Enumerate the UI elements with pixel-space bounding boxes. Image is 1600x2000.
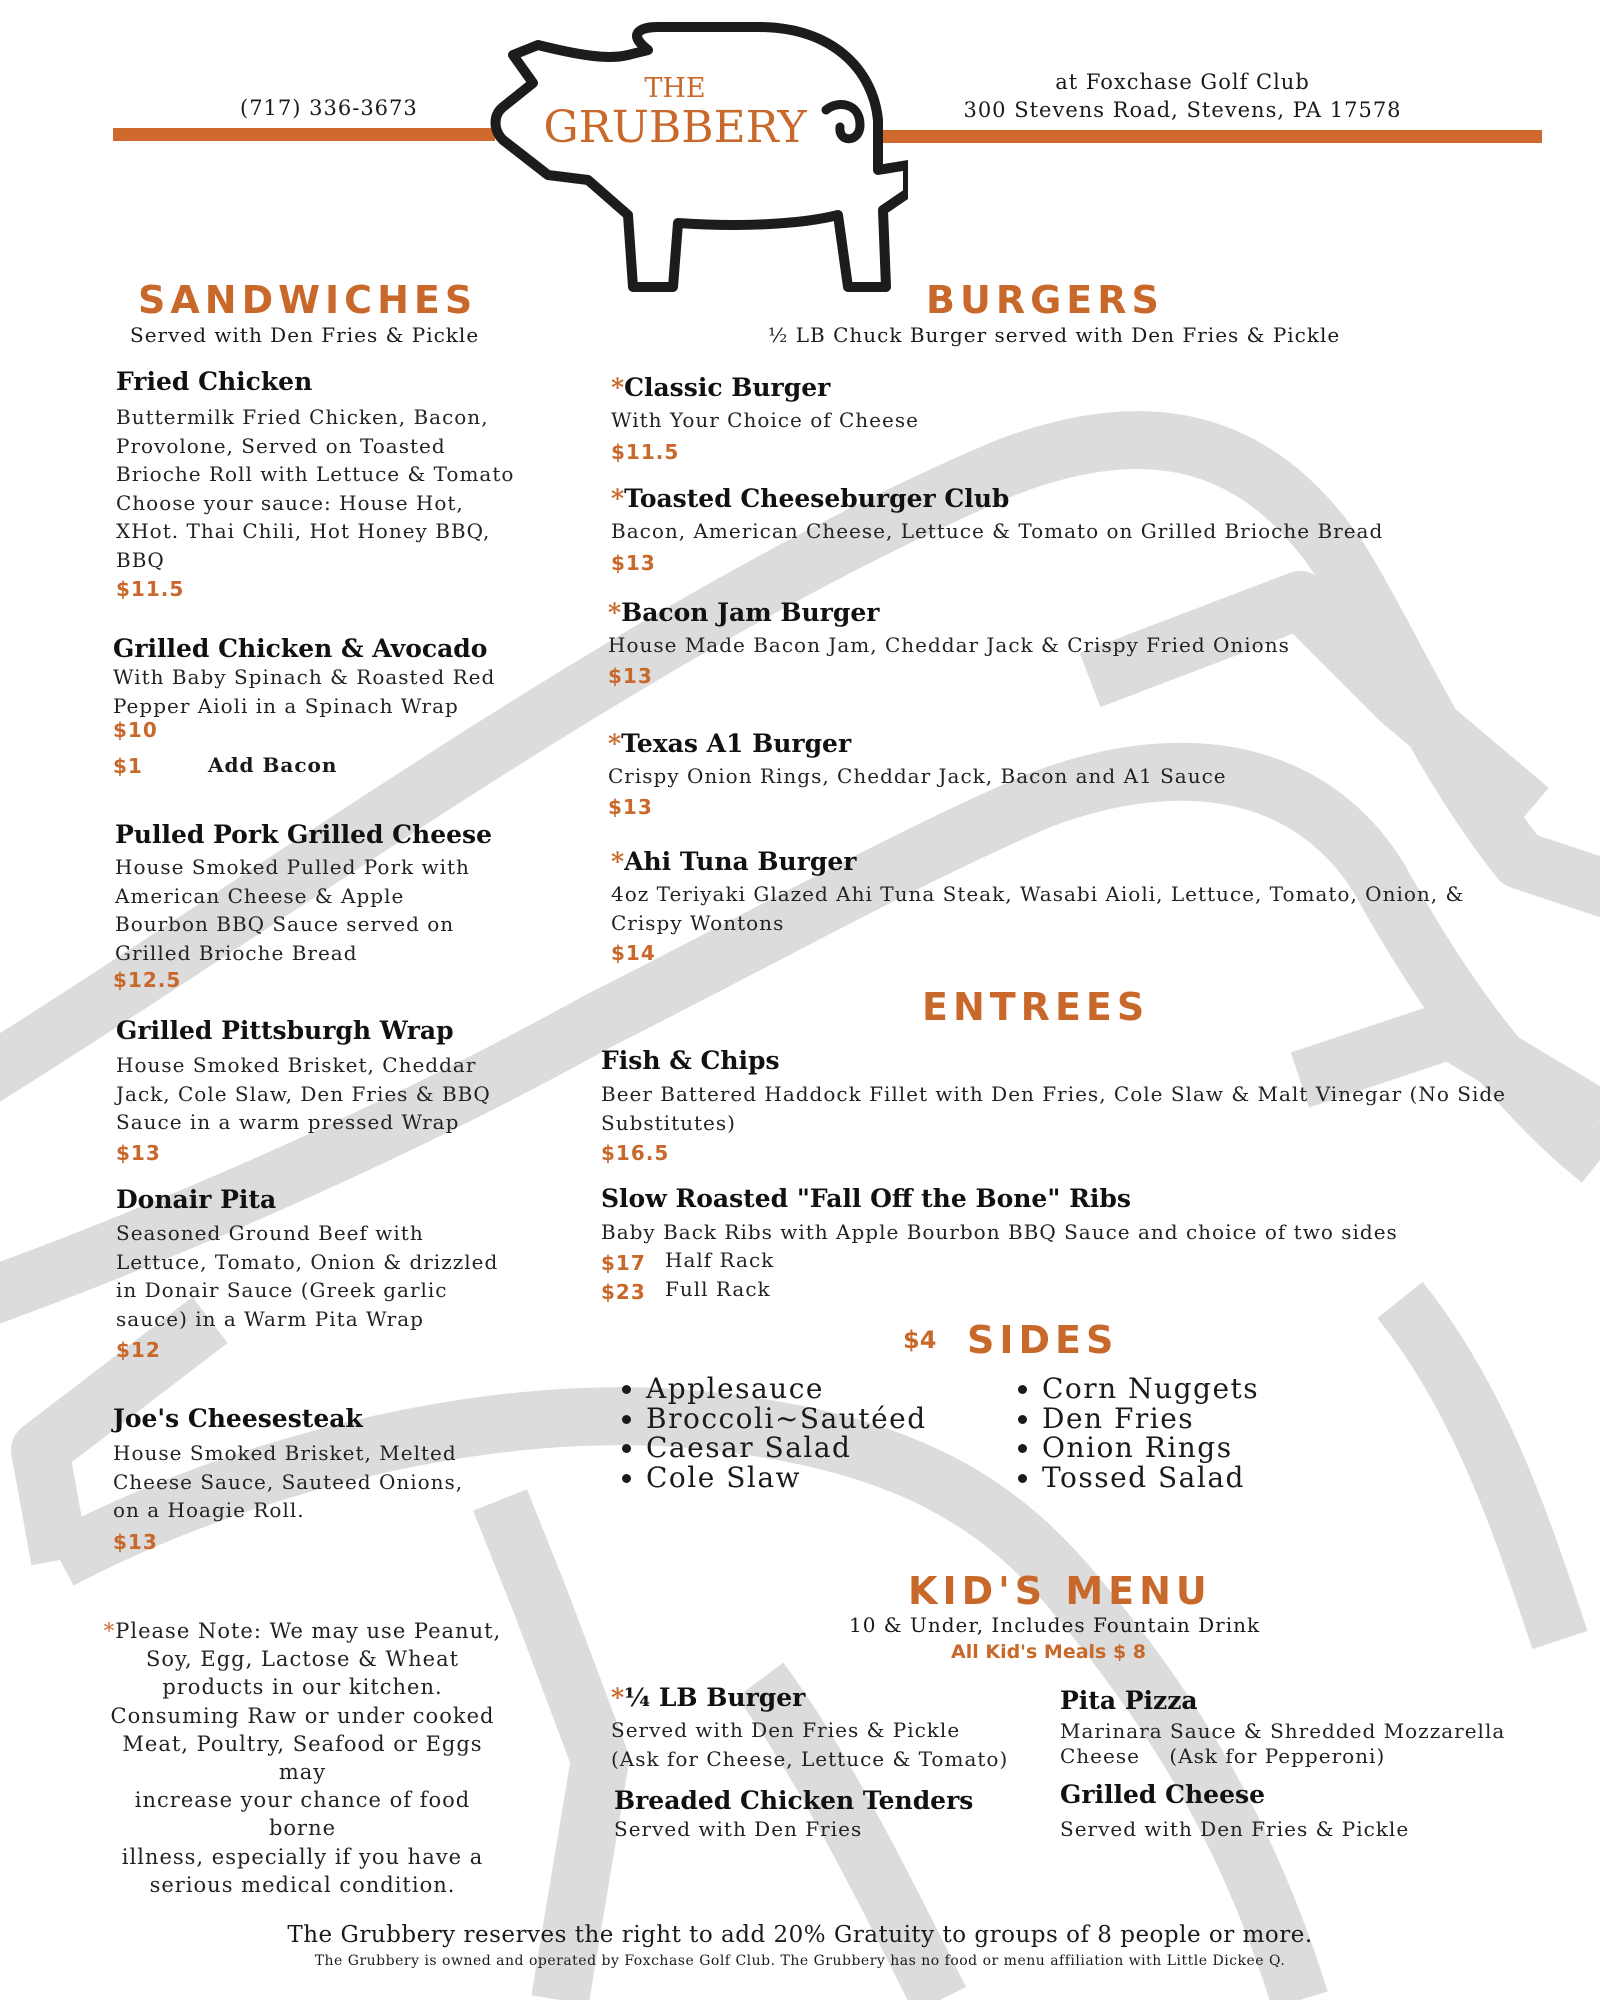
kids-item-name: Grilled Cheese: [1060, 1780, 1265, 1809]
sandwich-name: Fried Chicken: [116, 367, 313, 396]
burger-name: *Texas A1 Burger: [608, 729, 852, 758]
sandwich-desc: With Baby Spinach & Roasted Red Pepper Aioli in a Spinach Wrap: [113, 665, 496, 718]
entree-name: Slow Roasted "Fall Off the Bone" Ribs: [601, 1184, 1131, 1213]
burger-desc: House Made Bacon Jam, Cheddar Jack & Crispy Fried Onions: [608, 633, 1290, 657]
kids-item-name: Breaded Chicken Tenders: [614, 1786, 974, 1815]
header-rule-right: [880, 130, 1542, 143]
list-item: • Broccoli~Sautéed: [646, 1404, 927, 1434]
entree-desc: Baby Back Ribs with Apple Bourbon BBQ Sauce and choice of two sides: [601, 1220, 1398, 1244]
sandwiches-subtitle: Served with Den Fries & Pickle: [130, 323, 480, 347]
sandwich-price: $13: [113, 1530, 158, 1554]
kids-item-name: *¼ LB Burger: [611, 1683, 806, 1712]
list-item: • Applesauce: [646, 1374, 927, 1404]
burger-name: *Bacon Jam Burger: [608, 598, 880, 627]
burger-price: $13: [608, 664, 653, 688]
sandwich-desc: Buttermilk Fried Chicken, Bacon, Provolone, Served on Toasted Brioche Roll with Lettuce & Tomato Choose your sauce: House Hot, XHot. Thai Chili, Hot Honey BBQ, BBQ: [116, 405, 515, 572]
kids-item-desc: Served with Den Fries: [614, 1817, 863, 1841]
sides-title: SIDES: [967, 1318, 1119, 1362]
burger-desc: 4oz Teriyaki Glazed Ahi Tuna Steak, Wasabi Aioli, Lettuce, Tomato, Onion, & Crispy Wontons: [611, 882, 1465, 935]
logo-the: THE: [644, 73, 706, 104]
list-item: • Corn Nuggets: [1042, 1374, 1259, 1404]
option-price: $23: [601, 1280, 646, 1304]
allergy-note: *Please Note: We may use Peanut, Soy, Egg, Lactose & Wheat products in our kitchen. Consuming Raw or under cooked Meat, Poultry, Seafood or Eggs may increase your chance of food borne illness, especially if you have a serious medical condition.: [103, 1619, 502, 1897]
ownership-disclaimer: The Grubbery is owned and operated by Foxchase Golf Club. The Grubbery has no food or menu affiliation with Little Dickee Q.: [314, 1953, 1286, 1969]
location-line2: 300 Stevens Road, Stevens, PA 17578: [963, 98, 1402, 122]
list-item: • Onion Rings: [1042, 1433, 1259, 1463]
pig-logo-icon: [488, 15, 908, 295]
sandwich-name: Grilled Chicken & Avocado: [113, 634, 488, 663]
kids-item-desc: Served with Den Fries & Pickle (Ask for Cheese, Lettuce & Tomato): [611, 1718, 1009, 1771]
sandwich-desc: House Smoked Brisket, Cheddar Jack, Cole Slaw, Den Fries & BBQ Sauce in a warm pressed Wrap: [116, 1053, 491, 1134]
sandwich-desc: House Smoked Brisket, Melted Cheese Sauce, Sauteed Onions, on a Hoagie Roll.: [113, 1441, 464, 1522]
entree-price: $16.5: [601, 1141, 670, 1165]
entree-desc: Beer Battered Haddock Fillet with Den Fries, Cole Slaw & Malt Vinegar (No Side Substitutes): [601, 1082, 1506, 1135]
burger-desc: With Your Choice of Cheese: [611, 408, 919, 432]
sides-price: $4: [903, 1326, 937, 1354]
addon-price: $1: [113, 754, 143, 778]
list-item: • Cole Slaw: [646, 1463, 927, 1493]
burgers-title: BURGERS: [926, 278, 1164, 322]
list-item: • Den Fries: [1042, 1404, 1259, 1434]
burger-name: *Toasted Cheeseburger Club: [611, 484, 1010, 513]
list-item: • Caesar Salad: [646, 1433, 927, 1463]
kids-title: KID'S MENU: [908, 1569, 1212, 1613]
burger-desc: Bacon, American Cheese, Lettuce & Tomato on Grilled Brioche Bread: [611, 519, 1384, 543]
burger-price: $13: [611, 551, 656, 575]
list-item: • Tossed Salad: [1042, 1463, 1259, 1493]
burger-price: $14: [611, 941, 656, 965]
sandwich-name: Joe's Cheesesteak: [113, 1404, 363, 1433]
option-label: Full Rack: [665, 1277, 771, 1301]
location-line1: at Foxchase Golf Club: [1055, 70, 1310, 94]
kids-price-note: All Kid's Meals $ 8: [951, 1641, 1147, 1663]
entrees-title: ENTREES: [922, 985, 1150, 1029]
sandwich-desc: House Smoked Pulled Pork with American Cheese & Apple Bourbon BBQ Sauce served on Grilled Brioche Bread: [115, 855, 470, 965]
sandwich-price: $10: [113, 718, 158, 742]
burger-name: *Classic Burger: [611, 373, 831, 402]
sides-list-left: [608, 1374, 927, 1492]
burger-price: $13: [608, 795, 653, 819]
sandwich-name: Grilled Pittsburgh Wrap: [116, 1016, 454, 1045]
kids-item-desc: Marinara Sauce & Shredded Mozzarella Cheese (Ask for Pepperoni): [1060, 1719, 1506, 1768]
sides-list-right: [1004, 1374, 1259, 1492]
kids-item-desc: Served with Den Fries & Pickle: [1060, 1817, 1410, 1841]
option-price: $17: [601, 1251, 646, 1275]
sandwiches-title: SANDWICHES: [138, 278, 478, 322]
sandwich-price: $12.5: [113, 968, 182, 992]
option-label: Half Rack: [665, 1248, 775, 1272]
sandwich-price: $11.5: [116, 577, 185, 601]
sandwich-name: Donair Pita: [116, 1185, 277, 1214]
sandwich-price: $12: [116, 1338, 161, 1362]
burgers-subtitle: ½ LB Chuck Burger served with Den Fries & Pickle: [768, 323, 1341, 347]
sandwich-desc: Seasoned Ground Beef with Lettuce, Tomato, Onion & drizzled in Donair Sauce (Greek garlic sauce) in a Warm Pita Wrap: [116, 1221, 499, 1331]
gratuity-notice: The Grubbery reserves the right to add 20% Gratuity to groups of 8 people or more.: [287, 1922, 1313, 1948]
header-rule-left: [113, 128, 495, 141]
entree-name: Fish & Chips: [601, 1046, 780, 1075]
burger-desc: Crispy Onion Rings, Cheddar Jack, Bacon and A1 Sauce: [608, 764, 1227, 788]
sandwich-name: Pulled Pork Grilled Cheese: [115, 820, 493, 849]
kids-subtitle: 10 & Under, Includes Fountain Drink: [849, 1613, 1261, 1637]
burger-name: *Ahi Tuna Burger: [611, 847, 857, 876]
phone-number: (717) 336-3673: [240, 96, 418, 120]
burger-price: $11.5: [611, 440, 680, 464]
kids-item-name: Pita Pizza: [1060, 1686, 1198, 1715]
logo-name: GRUBBERY: [543, 102, 807, 153]
addon-label: Add Bacon: [208, 753, 338, 777]
sandwich-price: $13: [116, 1141, 161, 1165]
